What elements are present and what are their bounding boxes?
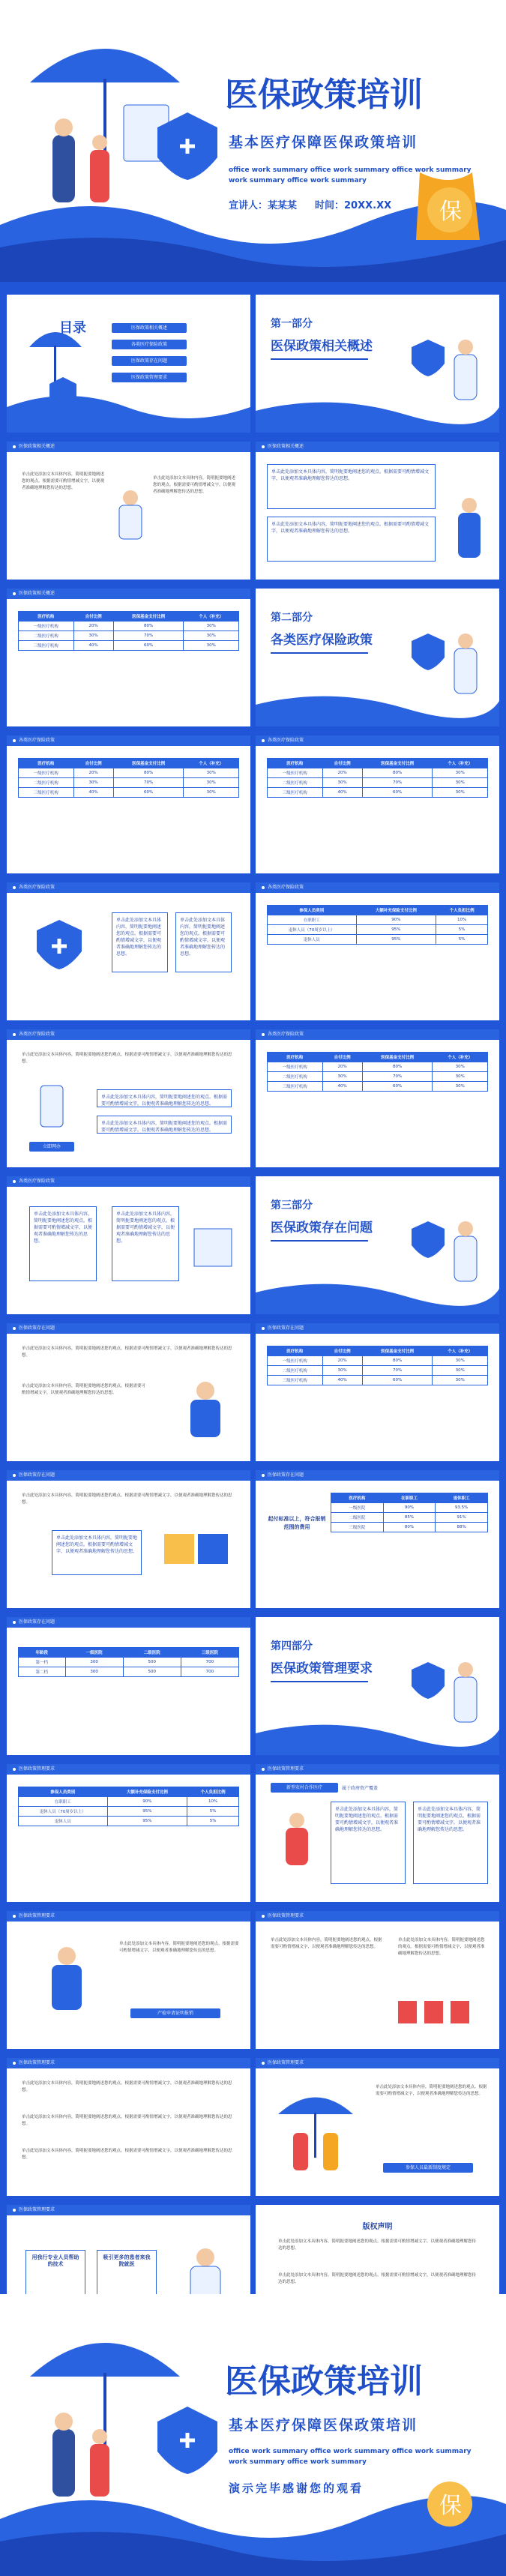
seats-illustration bbox=[391, 1986, 488, 2038]
table-row: 退休人员 95% 5% bbox=[268, 935, 488, 945]
problems-chart-text: 单击此处添加文本具体内容，简明扼要地阐述您的观点。根据需要可酌情增减文字，以便观者准确地理解您传达的思想。 bbox=[22, 1493, 232, 1505]
types-box-1: 单击此处添加文本具体内容，简明扼要地阐述您的观点。根据需要可酌情增减文字，以便观者准确地理解您传达的思想。 bbox=[112, 912, 168, 972]
types-table-slide-1 bbox=[7, 735, 250, 873]
section-2-part: 第二部分 bbox=[271, 612, 313, 624]
table-row: 二级医疗机构 30% 70% 30% bbox=[268, 1366, 488, 1376]
types-table-slide-2 bbox=[256, 735, 499, 873]
calendar-illustration bbox=[187, 1221, 239, 1289]
table-row: 二级医疗机构 30% 70% 30% bbox=[268, 1072, 488, 1082]
table-row: 三级医疗机构 40% 60% 30% bbox=[268, 1376, 488, 1385]
types-card-2: 单击此处添加文本具体内容，简明扼要地阐述您的观点。根据需要可酌情增减文字，以便观者准确地理解您传达的思想。 bbox=[112, 1206, 179, 1281]
overview-slide-2 bbox=[256, 442, 499, 580]
mgmt-care-text-2: 单击此处添加文本具体内容，简明扼要地阐述您的观点。根据需要可酌情增减文字，以便观者准确地理解您传达的思想。 bbox=[398, 1938, 485, 1956]
col-header: 个人（补充） bbox=[184, 612, 239, 622]
puzzle-illustration bbox=[157, 1526, 239, 1594]
problems-text-1: 单击此处添加文本具体内容，简明扼要地阐述您的观点。根据需要可酌情增减文字，以便观者准确地理解您传达的思想。 bbox=[22, 1346, 232, 1358]
toc-item-4[interactable]: 医保政策管理要求 bbox=[112, 373, 187, 382]
section-4-slide bbox=[256, 1617, 499, 1755]
new-rural-label: 新型农村合作医疗 bbox=[271, 1783, 338, 1793]
types-table-1: 医疗机构 自付比例 医保基金支付比例 个人（补充） 一级医疗机构 20% 80% 30% 二级医疗机构 30% 70% 30% 三级医疗机构 40% 60% 30% bbox=[18, 758, 239, 798]
problems-chart-slide bbox=[7, 1470, 250, 1608]
overview-table bbox=[18, 611, 239, 651]
slide-header: 各类医疗保险政策 bbox=[7, 735, 250, 746]
types-insured-slide bbox=[256, 882, 499, 1020]
table-row: 二级医疗机构 30% 70% 30% bbox=[268, 778, 488, 788]
section-2-title: 各类医疗保险政策 bbox=[271, 633, 373, 648]
table-row: 二级医疗机构 30% 70% 30% bbox=[19, 631, 239, 641]
mgmt-rural-slide bbox=[256, 1764, 499, 1902]
section-3-title: 医保政策存在问题 bbox=[271, 1221, 373, 1236]
problems-table-label: 起付标准以上，符合报销范围的费用 bbox=[268, 1516, 326, 1530]
cover-badge: 保 bbox=[439, 199, 462, 225]
slide-header: 医保政策存在问题 bbox=[256, 1470, 499, 1481]
cover-speaker: 宣讲人：某某某 bbox=[229, 200, 298, 211]
table-row: 退休人员（70周岁以上） 95% 5% bbox=[268, 925, 488, 935]
section-4-heading bbox=[271, 1638, 383, 1733]
year-table: 年龄段 一级医院 二级医院 三级医院 第一档 300 500 700 第二档 300 500 700 bbox=[18, 1647, 239, 1677]
mgmt-insured-slide bbox=[7, 1764, 250, 1902]
slide-header: 医保政策相关概述 bbox=[7, 589, 250, 599]
umbrella-family-illustration bbox=[271, 2080, 361, 2178]
problems-text-slide bbox=[7, 1323, 250, 1461]
types-online-text: 单击此处添加文本具体内容，简明扼要地阐述您的观点。根据需要可酌情增减文字，以便观者准确地理解您传达的思想。 bbox=[22, 1053, 232, 1064]
table-row: 三级医疗机构 40% 60% 30% bbox=[268, 1082, 488, 1092]
slide-header: 医保政策管理要求 bbox=[7, 2058, 250, 2068]
slide-header: 医保政策管理要求 bbox=[7, 1764, 250, 1775]
question-box-2: 吸引更多的患者来我院就医 bbox=[97, 2250, 157, 2302]
copyright-text-2: 单击此处添加文本具体内容，简明扼要地阐述您的观点。根据需要可酌情增减文字，以便观者准确地理解您传达的思想。 bbox=[278, 2273, 477, 2284]
table-row: 一级医疗机构 20% 80% 30% bbox=[268, 768, 488, 778]
slide-header: 各类医疗保险政策 bbox=[7, 1029, 250, 1040]
ending-thanks: 演示完毕感谢您的观看 bbox=[229, 2482, 364, 2495]
problems-chart-box: 单击此处添加文本具体内容，简明扼要地阐述您的观点。根据需要可酌情增减文字，以便观者准确地理解您传达的思想。 bbox=[52, 1530, 142, 1575]
section-1-part: 第一部分 bbox=[271, 318, 313, 330]
table-row: 三级医疗机构 40% 60% 30% bbox=[19, 788, 239, 798]
types-table-2: 医疗机构 自付比例 医保基金支付比例 个人（补充） 一级医疗机构 20% 80% 30% 二级医疗机构 30% 70% 30% 三级医疗机构 40% 60% 30% bbox=[267, 758, 488, 798]
types-ratio-slide bbox=[256, 1029, 499, 1167]
cover-time: 时间：20XX.XX bbox=[315, 200, 392, 211]
cover-en-line1: office work summary office work summary office work summary bbox=[229, 166, 472, 174]
mgmt-card-slide bbox=[7, 1911, 250, 2049]
slide-header: 医保政策存在问题 bbox=[7, 1323, 250, 1334]
table-row: 一级医疗机构 20% 80% 30% bbox=[268, 1356, 488, 1366]
insurance-card-button[interactable]: 产检申请证明报销 bbox=[130, 2008, 220, 2018]
ending-en-line1: office work summary office work summary office work summary bbox=[229, 2448, 472, 2455]
cover-en-line2: work summary office work summary bbox=[229, 177, 367, 184]
table-row: 在职职工 90% 10% bbox=[19, 1797, 239, 1807]
problems-table-slide bbox=[256, 1470, 499, 1608]
types-card-1: 单击此处添加文本具体内容，简明扼要地阐述您的观点。根据需要可酌情增减文字，以便观者准确地理解您传达的思想。 bbox=[29, 1206, 97, 1281]
slide-header: 医保政策管理要求 bbox=[7, 1911, 250, 1922]
toc-title: 目录 bbox=[59, 320, 86, 336]
people-illustration bbox=[443, 494, 496, 569]
table-row: 一级医疗机构 20% 80% 30% bbox=[268, 1062, 488, 1072]
slide-header: 医保政策管理要求 bbox=[256, 1764, 499, 1775]
slide-header: 医保政策管理要求 bbox=[256, 2058, 499, 2068]
cover-title: 医保政策培训 bbox=[225, 76, 423, 114]
section-4-underline bbox=[271, 1681, 368, 1682]
table-row: 退休人员 95% 5% bbox=[19, 1817, 239, 1826]
cover-subtitle: 基本医疗保障医保政策培训 bbox=[229, 134, 418, 151]
slide-header: 医保政策相关概述 bbox=[7, 442, 250, 452]
table-row: 三级医疗机构 40% 60% 30% bbox=[268, 788, 488, 798]
overview-table-slide bbox=[7, 589, 250, 726]
section-4-part: 第四部分 bbox=[271, 1640, 313, 1652]
toc-item-3[interactable]: 医保政策存在问题 bbox=[112, 356, 187, 366]
table-row: 二级医疗机构 30% 70% 30% bbox=[19, 778, 239, 788]
slide-header: 医保政策管理要求 bbox=[7, 2205, 250, 2215]
table-row: 一级医疗机构 20% 80% 30% bbox=[19, 768, 239, 778]
section-3-slide bbox=[256, 1176, 499, 1314]
slide-header: 各类医疗保险政策 bbox=[256, 735, 499, 746]
slide-header: 医保政策存在问题 bbox=[256, 1323, 499, 1334]
insured-table-1: 参保人员类别 大额补充保险支付比例 个人负担比例 在职职工 90% 10% 退休人员（70周岁以上） 95% 5% 退休人员 95% 5% bbox=[267, 905, 488, 945]
ending-subtitle: 基本医疗保障医保政策培训 bbox=[229, 2417, 418, 2434]
ending-badge: 保 bbox=[439, 2493, 462, 2519]
slide-header: 医保政策存在问题 bbox=[7, 1470, 250, 1481]
shield-illustration bbox=[29, 912, 89, 980]
table-row: 三级医院 80% 88% bbox=[331, 1523, 488, 1532]
slide-header: 医保政策管理要求 bbox=[256, 1911, 499, 1922]
table-row: 第一档 300 500 700 bbox=[19, 1658, 239, 1667]
toc-item-1[interactable]: 医保政策相关概述 bbox=[112, 323, 187, 333]
problems-ratio-table: 医疗机构 自付比例 医保基金支付比例 个人（补充） 一级医疗机构 20% 80% 30% 二级医疗机构 30% 70% 30% 三级医疗机构 40% 60% 30% bbox=[267, 1346, 488, 1385]
col-header: 自付比例 bbox=[73, 612, 113, 622]
table-row: 第二档 300 500 700 bbox=[19, 1667, 239, 1677]
ending-en-line2: work summary office work summary bbox=[229, 2458, 367, 2466]
mgmt-text-1: 单击此处添加文本具体内容，简明扼要地阐述您的观点。根据需要可酌情增减文字，以便观者准确地理解您传达的思想。 bbox=[22, 2081, 232, 2092]
toc-slide bbox=[7, 295, 250, 433]
phone-illustration bbox=[29, 1082, 74, 1142]
section-1-heading bbox=[271, 316, 383, 410]
types-box-2: 单击此处添加文本具体内容，简明扼要地阐述您的观点。根据需要可酌情增减文字，以便观者准确地理解您传达的思想。 bbox=[175, 912, 232, 972]
notice-button[interactable]: 参保人员最新制度规定 bbox=[383, 2163, 473, 2173]
toc-item-2[interactable]: 各类医疗保险政策 bbox=[112, 340, 187, 349]
mgmt-text-3: 单击此处添加文本具体内容，简明扼要地阐述您的观点。根据需要可酌情增减文字，以便观者准确地理解您传达的思想。 bbox=[22, 2149, 232, 2160]
section-1-underline bbox=[271, 358, 368, 360]
mgmt-text-slide bbox=[7, 2058, 250, 2196]
table-row: 三级医疗机构 40% 60% 30% bbox=[19, 641, 239, 651]
col-header: 医疗机构 bbox=[19, 612, 74, 622]
problems-text-2: 单击此处添加文本具体内容，简明扼要地阐述您的观点。根据需要可酌情增减文字，以便观者准确地理解您传达的思想。 bbox=[22, 1384, 146, 1395]
nurse-illustration bbox=[29, 1941, 104, 2023]
section-4-title: 医保政策管理要求 bbox=[271, 1661, 373, 1676]
slide-header: 医保政策相关概述 bbox=[256, 442, 499, 452]
types-online-slide bbox=[7, 1029, 250, 1167]
slide-header: 各类医疗保险政策 bbox=[7, 882, 250, 893]
question-box-1: 用我行专业人员帮助的技术 bbox=[25, 2250, 85, 2302]
overview-box: 单击此处添加文本具体内容，简明扼要地阐述您的观点。根据需要可酌情增减文字，以便观者准确地理解您传达的思想。 bbox=[267, 464, 436, 509]
doctor-illustration bbox=[108, 487, 153, 547]
slide-header: 各类医疗保险政策 bbox=[256, 1029, 499, 1040]
overview-text: 单击此处添加文本具体内容，简明扼要地阐述您的观点。根据需要可酌情增减文字，以便观者准确地理解您传达的思想。 bbox=[22, 472, 105, 490]
overview-slide-1 bbox=[7, 442, 250, 580]
types-online-box-2: 单击此处添加文本具体内容，简明扼要地阐述您的观点。根据需要可酌情增减文字，以便观者准确地理解您传达的思想。 bbox=[97, 1116, 232, 1134]
copyright-title: 版权声明 bbox=[362, 2223, 393, 2231]
table-row: 二级医院 85% 91% bbox=[331, 1513, 488, 1523]
types-cards-slide bbox=[7, 1176, 250, 1314]
online-service-button[interactable]: 立即网办 bbox=[29, 1142, 74, 1152]
section-2-slide bbox=[256, 589, 499, 726]
ending-title: 医保政策培训 bbox=[225, 2362, 423, 2401]
types-online-box-1: 单击此处添加文本具体内容，简明扼要地阐述您的观点。根据需要可酌情增减文字，以便观者准确地理解您传达的思想。 bbox=[97, 1089, 232, 1107]
mgmt-notice-text: 单击此处添加文本具体内容，简明扼要地阐述您的观点。根据需要可酌情增减文字，以便观者准确地理解您传达的思想。 bbox=[376, 2085, 487, 2096]
mgmt-notice-slide bbox=[256, 2058, 499, 2196]
copyright-text-1: 单击此处添加文本具体内容，简明扼要地阐述您的观点。根据需要可酌情增减文字，以便观者准确地理解您传达的思想。 bbox=[278, 2239, 477, 2251]
mgmt-text-2: 单击此处添加文本具体内容，简明扼要地阐述您的观点。根据需要可酌情增减文字，以便观者准确地理解您传达的思想。 bbox=[22, 2115, 232, 2126]
types-text-slide bbox=[7, 882, 250, 1020]
problems-year-slide bbox=[7, 1617, 250, 1755]
col-header: 医保基金支付比例 bbox=[113, 612, 184, 622]
section-3-part: 第三部分 bbox=[271, 1200, 313, 1212]
section-3-heading bbox=[271, 1197, 383, 1292]
overview-box-2: 单击此处添加文本具体内容，简明扼要地阐述您的观点。根据需要可酌情增减文字，以便观者准确地理解您传达的思想。 bbox=[267, 517, 436, 562]
section-3-underline bbox=[271, 1240, 368, 1242]
slide-header: 医保政策存在问题 bbox=[7, 1617, 250, 1628]
mgmt-card-text: 单击此处添加文本具体内容，简明扼要地阐述您的观点。根据需要可酌情增减文字，以便观者准确地理解您传达的思想。 bbox=[119, 1942, 239, 1953]
ending-slide bbox=[0, 2294, 506, 2576]
family-illustration bbox=[271, 1809, 323, 1877]
gov-label: 属于政府资产覆盖 bbox=[342, 1786, 379, 1791]
slide-header: 各类医疗保险政策 bbox=[256, 882, 499, 893]
section-2-heading bbox=[271, 610, 383, 704]
rural-box-2: 单击此处添加文本具体内容，简明扼要地阐述您的观点。根据需要可酌情增减文字，以便观者准确地理解您传达的思想。 bbox=[413, 1802, 488, 1884]
mgmt-care-slide bbox=[256, 1911, 499, 2049]
table-row: 一级医院 90% 93.5% bbox=[331, 1503, 488, 1513]
problems-ratio-slide bbox=[256, 1323, 499, 1461]
ending-illustration bbox=[0, 2294, 506, 2576]
doctor-illustration bbox=[172, 1376, 239, 1443]
cover-slide bbox=[0, 0, 506, 282]
section-1-slide bbox=[256, 295, 499, 433]
table-row: 一级医疗机构 20% 80% 30% bbox=[19, 622, 239, 631]
ratio-table: 医疗机构 自付比例 医保基金支付比例 个人（补充） 一级医疗机构 20% 80% 30% 二级医疗机构 30% 70% 30% 三级医疗机构 40% 60% 30% bbox=[267, 1052, 488, 1092]
overview-text-2: 单击此处添加文本具体内容，简明扼要地阐述您的观点。根据需要可酌情增减文字，以便观者准确地理解您传达的思想。 bbox=[153, 476, 236, 494]
slide-header: 各类医疗保险政策 bbox=[7, 1176, 250, 1187]
rural-box-1: 单击此处添加文本具体内容，简明扼要地阐述您的观点。根据需要可酌情增减文字，以便观者准确地理解您传达的思想。 bbox=[331, 1802, 406, 1884]
problems-table: 医疗机构 在职职工 退休职工 一级医院 90% 93.5% 二级医院 85% 91% 三级医院 80% 88% bbox=[331, 1493, 488, 1532]
insured-table-2: 参保人员类别 大额补充保险支付比例 个人负担比例 在职职工 90% 10% 退休人员（70周岁以上） 95% 5% 退休人员 95% 5% bbox=[18, 1787, 239, 1826]
section-1-title: 医保政策相关概述 bbox=[271, 339, 373, 354]
table-row: 退休人员（70周岁以上） 95% 5% bbox=[19, 1807, 239, 1817]
mgmt-care-text: 单击此处添加文本具体内容，简明扼要地阐述您的观点。根据需要可酌情增减文字，以便观者准确地理解您传达的思想。 bbox=[271, 1938, 382, 1949]
table-row: 在职职工 90% 10% bbox=[268, 915, 488, 925]
section-2-underline bbox=[271, 652, 368, 654]
